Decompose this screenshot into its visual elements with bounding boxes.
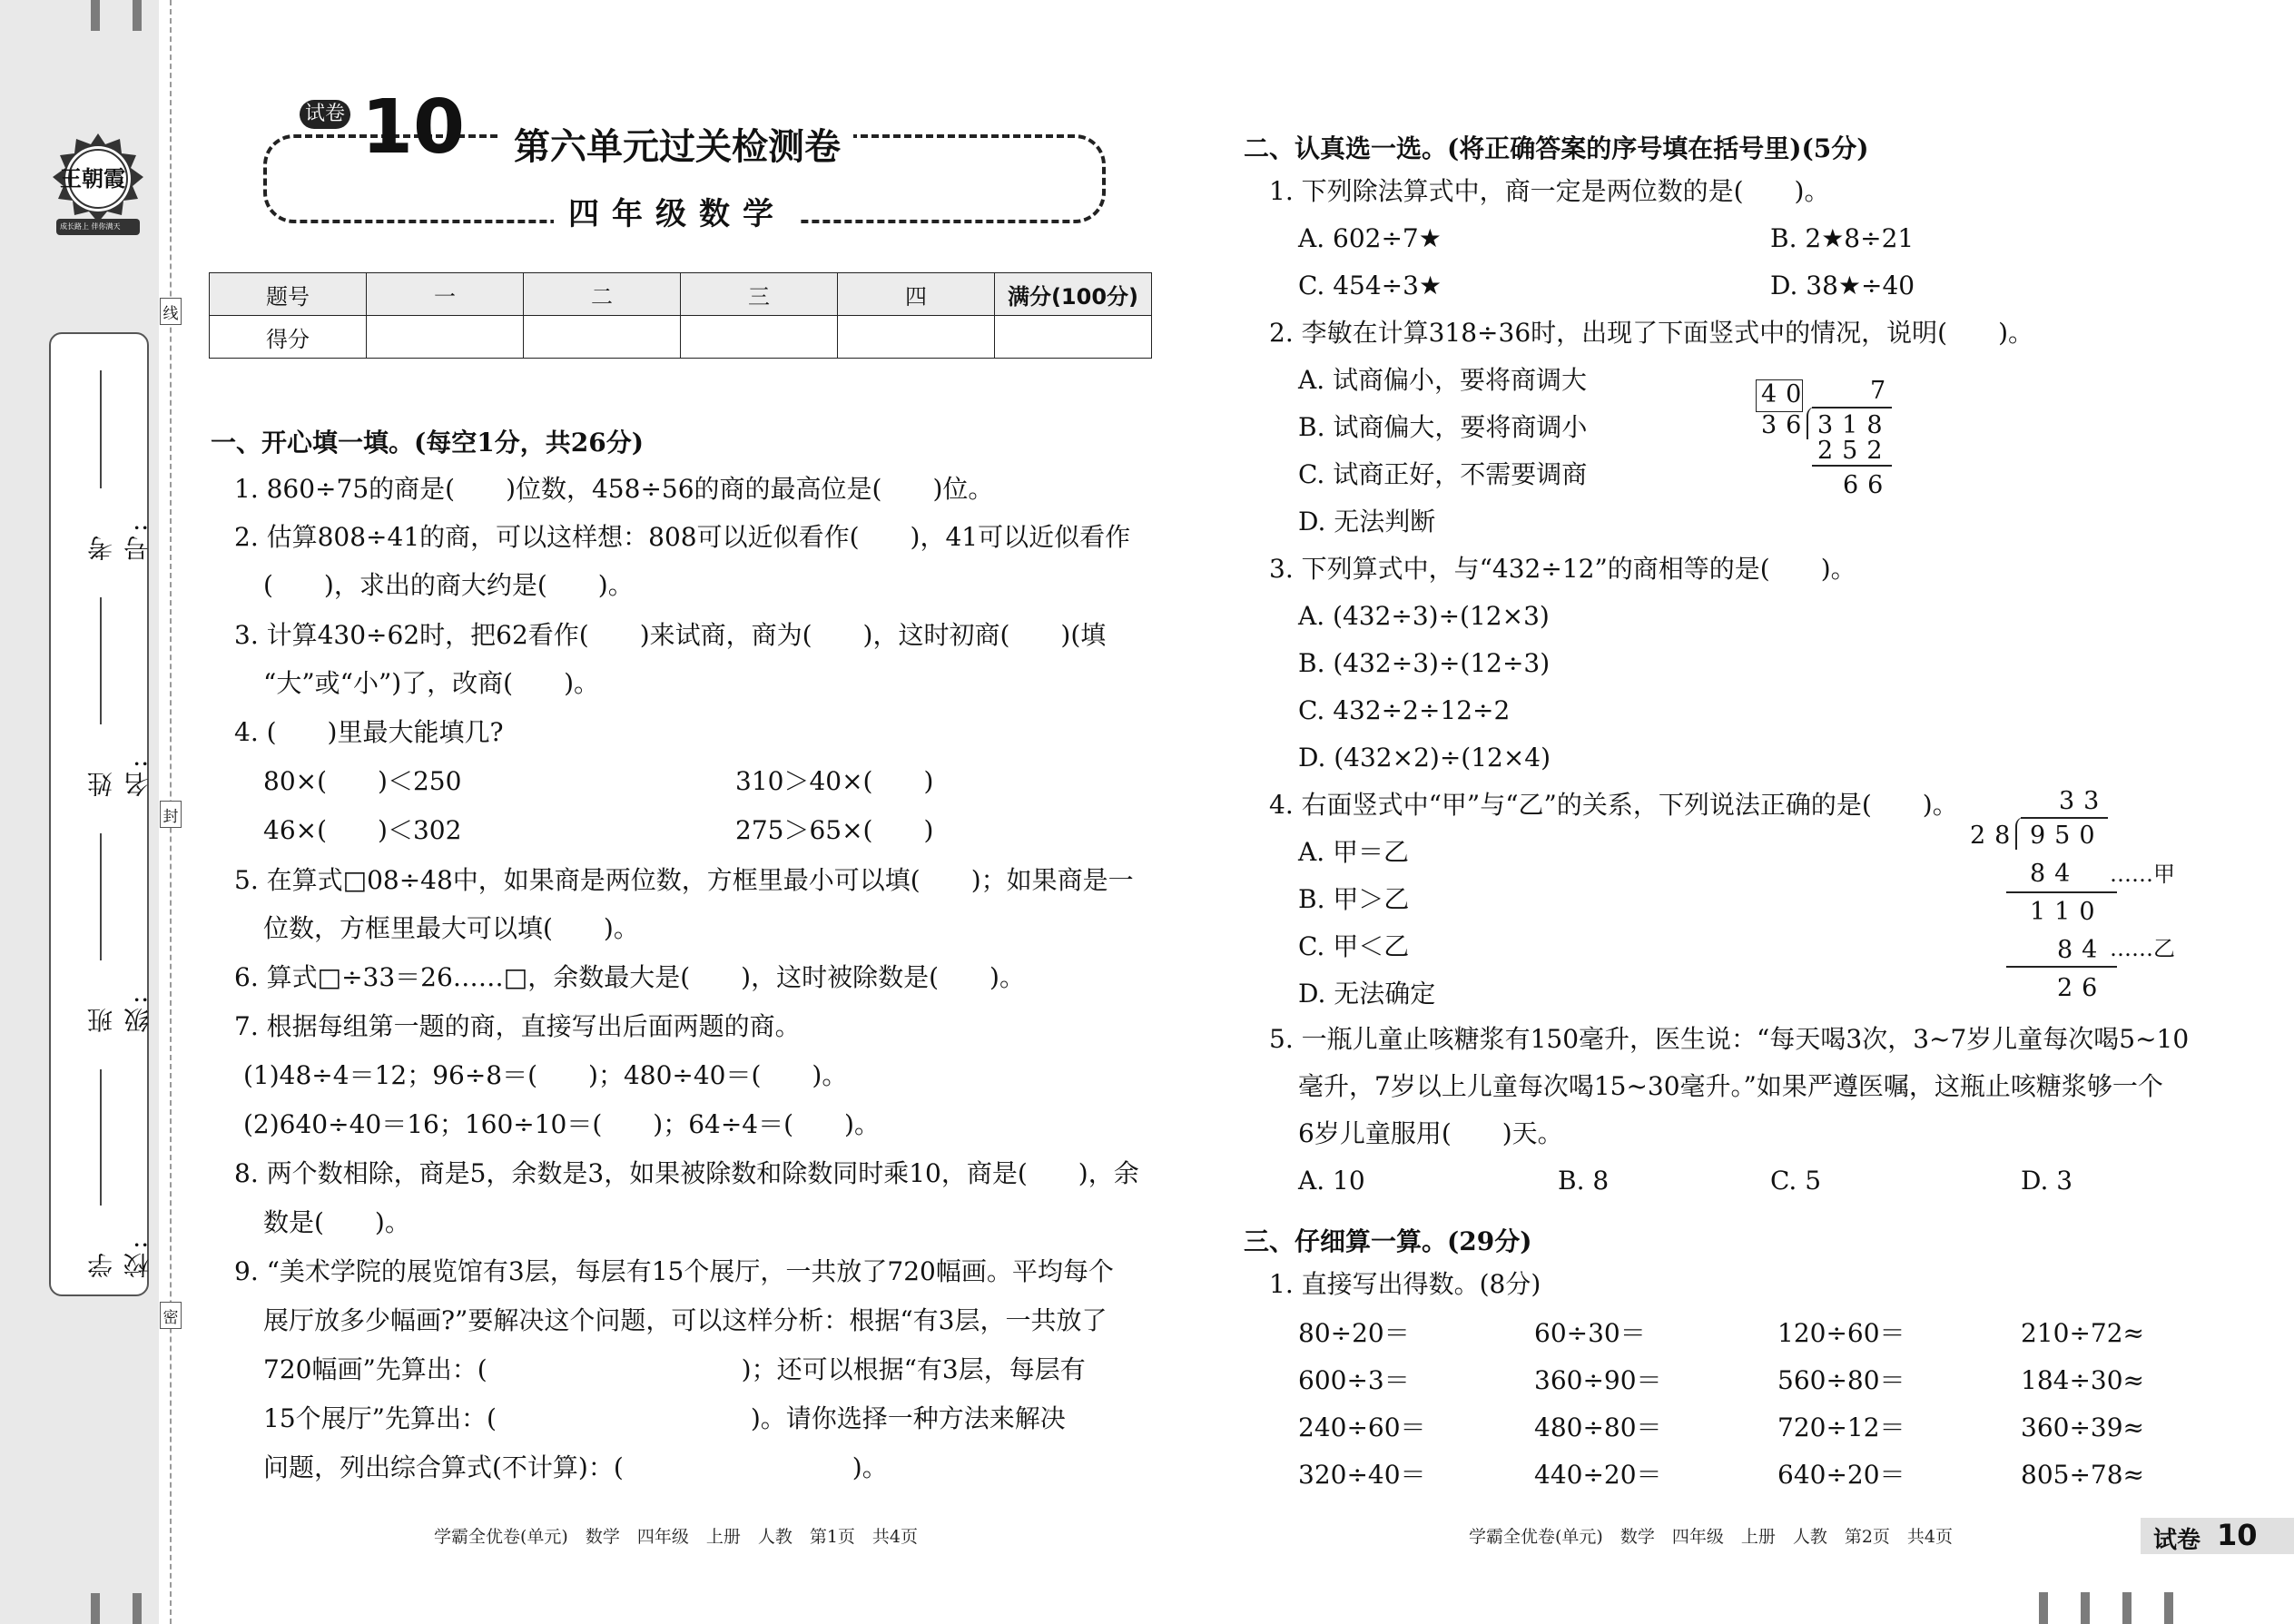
calc-item: 360÷39≈: [2021, 1412, 2144, 1442]
q2-2-option-b: B. 试商偏大，要将商调小: [1298, 412, 1588, 442]
registration-mark: [91, 1593, 100, 1624]
page-title: 第六单元过关检测卷: [501, 118, 853, 170]
registration-mark: [133, 1593, 142, 1624]
q2-4-option-a: A. 甲＝乙: [1298, 837, 1410, 867]
q2-4-remainder: 26: [2057, 974, 2107, 1002]
calc-item: 640÷20＝: [1777, 1460, 1905, 1490]
q2-2-remainder: 66: [1843, 471, 1893, 499]
question-line: 7. 根据每组第一题的商，直接写出后面两题的商。: [234, 1011, 801, 1041]
calc-item: 600÷3＝: [1298, 1365, 1410, 1395]
score-cell[interactable]: [681, 316, 838, 359]
q2-5-option-b: B. 8: [1558, 1166, 1610, 1196]
question-line: 数是( )。: [263, 1207, 410, 1237]
q2-2-subtract-line: [1812, 465, 1892, 467]
emblem-motto: 成长路上 伴你满天: [60, 222, 121, 231]
q2-2-boxed-value: 40: [1761, 380, 1811, 408]
q2-5-line: 6岁儿童服用( )天。: [1298, 1118, 1563, 1148]
q2-4-option-c: C. 甲＜乙: [1298, 931, 1410, 961]
calc-item: 210÷72≈: [2021, 1318, 2144, 1348]
calc-item: 120÷60＝: [1777, 1318, 1905, 1348]
page-tag-number: 10: [2217, 1518, 2258, 1552]
question-line: 9. “美术学院的展览馆有3层，每层有15个展厅，一共放了720幅画。平均每个: [234, 1256, 1114, 1286]
q2-4-step3: 84: [2057, 936, 2107, 964]
class-field[interactable]: 班级:: [51, 833, 147, 1033]
q2-4-mark-jia: ……甲: [2110, 861, 2175, 887]
score-column: 四: [838, 273, 995, 316]
q2-4-option-d: D. 无法确定: [1298, 979, 1436, 1009]
question-line: 720幅画”先算出：( )；还可以根据“有3层，每层有: [263, 1354, 1086, 1384]
score-cell[interactable]: [838, 316, 995, 359]
page-subtitle: 四年级数学: [554, 189, 801, 233]
calc-item: 360÷90＝: [1534, 1365, 1662, 1395]
binding-gutter: [0, 0, 159, 1624]
question-line: 80×( )＜250: [263, 766, 462, 796]
q2-5-option-d: D. 3: [2021, 1166, 2073, 1196]
question-line: 8. 两个数相除，商是5，余数是3，如果被除数和除数同时乘10，商是( )，余: [234, 1158, 1139, 1188]
registration-mark: [2122, 1592, 2132, 1624]
q2-2-product: 252: [1817, 437, 1892, 465]
question-line: 275＞65×( ): [735, 815, 934, 845]
page-footer-right: 学霸全优卷(单元) 数学 四年级 上册 人教 第2页 共4页: [1469, 1527, 1954, 1547]
question-line: ( )，求出的商大约是( )。: [263, 570, 634, 600]
paper-badge: 试卷: [300, 100, 350, 129]
calc-item: 560÷80＝: [1777, 1365, 1905, 1395]
section-2-title: 二、认真选一选。(将正确答案的序号填在括号里)(5分): [1244, 133, 1869, 163]
calc-item: 184÷30≈: [2021, 1365, 2144, 1395]
q2-5-line: 毫升，7岁以上儿童每次喝15~30毫升。”如果严遵医嘱，这瓶止咳糖浆够一个: [1298, 1071, 2163, 1101]
question-line: 1. 860÷75的商是( )位数，458÷56的商的最高位是( )位。: [234, 474, 994, 504]
calc-item: 240÷60＝: [1298, 1412, 1426, 1442]
question-line: 3. 计算430÷62时，把62看作( )来试商，商为( )，这时初商( )(填: [234, 620, 1107, 650]
paper-number: 10: [361, 84, 466, 171]
score-table: [209, 272, 1152, 359]
q2-3-option-c: C. 432÷2÷12÷2: [1298, 695, 1511, 725]
question-line: 46×( )＜302: [263, 815, 462, 845]
calc-item: 320÷40＝: [1298, 1460, 1426, 1490]
score-column-total: 满分(100分): [995, 273, 1152, 316]
q2-1-option-c: C. 454÷3★: [1298, 271, 1442, 300]
score-cell[interactable]: [367, 316, 524, 359]
question-line: 问题，列出综合算式(不计算)：( )。: [263, 1452, 888, 1482]
cut-mark-secret: 密: [160, 1302, 182, 1329]
q2-2-option-a: A. 试商偏小，要将商调大: [1298, 365, 1588, 395]
score-table-score-row: [210, 316, 1152, 359]
question-line: (2)640÷40＝16；160÷10＝( )；64÷4＝( )。: [243, 1109, 880, 1139]
section-3-title: 三、仔细算一算。(29分): [1244, 1226, 1532, 1256]
cut-mark-seal: 封: [160, 801, 182, 828]
q2-4-step2: 110: [2030, 898, 2104, 926]
q2-2-division-bar: [1812, 407, 1892, 408]
school-field[interactable]: 学校:: [51, 1069, 147, 1278]
registration-mark: [2039, 1592, 2048, 1624]
q2-1-stem: 1. 下列除法算式中，商一定是两位数的是( )。: [1269, 176, 1830, 206]
question-line: 310＞40×( ): [735, 766, 934, 796]
q2-3-option-b: B. (432÷3)÷(12÷3): [1298, 648, 1551, 678]
q2-4-quotient: 33: [2059, 787, 2109, 815]
q2-3-option-d: D. (432×2)÷(12×4): [1298, 743, 1551, 773]
score-row-label: 得分: [210, 316, 367, 359]
q2-4-subtract-line: [2006, 966, 2117, 968]
q2-2-quotient: 7: [1870, 377, 1895, 405]
name-field[interactable]: 姓名:: [51, 597, 147, 797]
cut-mark-line: 线: [160, 298, 182, 325]
q2-2-dividend: 318: [1817, 411, 1892, 439]
question-line: 2. 估算808÷41的商，可以这样想：808可以近似看作( )，41可以近似看作: [234, 522, 1131, 552]
question-line: 5. 在算式□08÷48中，如果商是两位数，方框里最小可以填( )；如果商是一: [234, 865, 1134, 895]
q2-1-option-d: D. 38★÷40: [1770, 271, 1915, 300]
score-column: 二: [524, 273, 681, 316]
q2-3-stem: 3. 下列算式中，与“432÷12”的商相等的是( )。: [1269, 554, 1856, 584]
calc-item: 720÷12＝: [1777, 1412, 1905, 1442]
section-1-title: 一、开心填一填。(每空1分，共26分): [211, 428, 644, 458]
q2-4-subtract-line: [2006, 891, 2117, 893]
q2-2-option-d: D. 无法判断: [1298, 507, 1436, 536]
q2-5-option-a: A. 10: [1298, 1166, 1365, 1196]
page-tag-label: 试卷: [2153, 1527, 2201, 1554]
q2-1-option-b: B. 2★8÷21: [1770, 223, 1915, 253]
student-info-box: [49, 332, 153, 1296]
q2-2-divisor: 36: [1761, 411, 1811, 439]
calc-item: 480÷80＝: [1534, 1412, 1662, 1442]
calc-item: 440÷20＝: [1534, 1460, 1662, 1490]
question-line: 展厅放多少幅画?”要解决这个问题，可以这样分析：根据“有3层，一共放了: [263, 1305, 1108, 1335]
registration-mark: [2164, 1592, 2173, 1624]
q2-4-step1: 84: [2030, 860, 2080, 888]
q2-1-option-a: A. 602÷7★: [1298, 223, 1442, 253]
q2-2-option-c: C. 试商正好，不需要调商: [1298, 459, 1588, 489]
registration-mark: [133, 0, 142, 31]
page-tag: [2141, 1518, 2294, 1554]
registration-mark: [91, 0, 100, 31]
question-line: “大”或“小”)了，改商( )。: [263, 668, 600, 698]
q2-4-divisor: 28: [1970, 822, 2020, 850]
q2-4-mark-yi: ……乙: [2110, 936, 2175, 961]
score-table-header-row: [210, 273, 1152, 316]
q2-4-dividend: 950: [2030, 822, 2104, 850]
question-line: (1)48÷4＝12；96÷8＝( )；480÷40＝( )。: [243, 1060, 848, 1090]
exam-number-field[interactable]: 考号:: [51, 370, 147, 561]
score-cell[interactable]: [995, 316, 1152, 359]
score-header-label: 题号: [210, 273, 367, 316]
q2-3-option-a: A. (432÷3)÷(12×3): [1298, 601, 1550, 631]
q2-4-option-b: B. 甲＞乙: [1298, 884, 1410, 914]
question-line: 15个展厅”先算出：( )。请你选择一种方法来解决: [263, 1403, 1066, 1433]
score-cell[interactable]: [524, 316, 681, 359]
page-footer-left: 学霸全优卷(单元) 数学 四年级 上册 人教 第1页 共4页: [434, 1527, 919, 1547]
q2-5-line: 5. 一瓶儿童止咳糖浆有150毫升，医生说：“每天喝3次，3~7岁儿童每次喝5~10: [1269, 1024, 2190, 1054]
score-column: 三: [681, 273, 838, 316]
calc-item: 60÷30＝: [1534, 1318, 1646, 1348]
q2-5-option-c: C. 5: [1770, 1166, 1822, 1196]
emblem-text: 王朝霞: [60, 165, 125, 192]
score-column: 一: [367, 273, 524, 316]
registration-mark: [2081, 1592, 2090, 1624]
question-line: 6. 算式□÷33＝26……□，余数最大是( )，这时被除数是( )。: [234, 962, 1025, 992]
question-line: 位数，方框里最大可以填( )。: [263, 913, 639, 943]
q2-4-stem: 4. 右面竖式中“甲”与“乙”的关系，下列说法正确的是( )。: [1269, 790, 1958, 820]
q2-4-division-bar: [2021, 817, 2108, 819]
q2-2-stem: 2. 李敏在计算318÷36时，出现了下面竖式中的情况，说明( )。: [1269, 318, 2033, 348]
q3-1-title: 1. 直接写出得数。(8分): [1269, 1269, 1541, 1299]
question-line: 4. ( )里最大能填几?: [234, 717, 504, 747]
calc-item: 80÷20＝: [1298, 1318, 1410, 1348]
calc-item: 805÷78≈: [2021, 1460, 2144, 1490]
